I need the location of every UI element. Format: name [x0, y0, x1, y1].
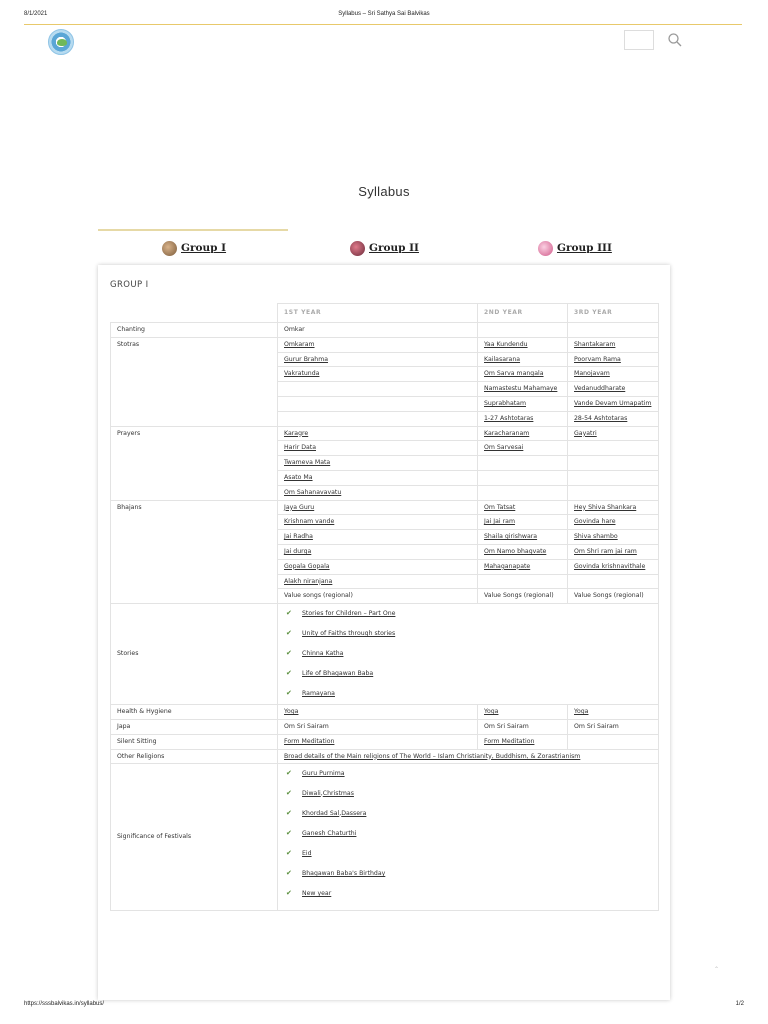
row-label: Significance of Festivals [111, 764, 278, 911]
cell-text: Om Sri Sairam [568, 719, 659, 734]
balvikas-logo-icon[interactable] [48, 29, 74, 55]
table-header-row [111, 304, 659, 323]
list-item[interactable]: ✔ Bhagawan Baba's Birthday [284, 864, 652, 884]
list-item[interactable]: ✔ Life of Bhagawan Baba [284, 664, 652, 684]
table-row [111, 734, 659, 749]
cell-text: Om Sri Sairam [478, 719, 568, 734]
row-label: Prayers [111, 426, 278, 500]
list-item[interactable]: ✔ Khordad Sal , Dassera [284, 804, 652, 824]
cell-link[interactable]: Gayatri [568, 426, 659, 441]
cell-link[interactable]: Poorvam Rama [568, 352, 659, 367]
cell-link[interactable]: Shaila girishwara [478, 530, 568, 545]
cell-empty [568, 734, 659, 749]
cell-link[interactable]: Vakratunda [278, 367, 478, 382]
print-date: 8/1/2021 [24, 11, 48, 17]
cell-link[interactable]: Karagre [278, 426, 478, 441]
cell-link[interactable]: Om Namo bhagvate [478, 544, 568, 559]
cell-link[interactable]: Manojavam [568, 367, 659, 382]
row-label: Other Religions [111, 749, 278, 764]
cell-text: Value Songs (regional) [568, 589, 659, 604]
cell-link[interactable]: Yaa Kundendu [478, 337, 568, 352]
cell-link[interactable]: Mahaganapate [478, 559, 568, 574]
cell-empty [568, 485, 659, 500]
check-icon: ✔ [286, 609, 292, 618]
tab-label: Group III [557, 242, 612, 254]
scroll-top-icon[interactable]: ⌃ [714, 966, 720, 973]
cell-link[interactable]: Govinda hare [568, 515, 659, 530]
cell-empty [478, 485, 568, 500]
cell-empty [278, 382, 478, 397]
cell-empty [568, 470, 659, 485]
list-item[interactable]: ✔ Unity of Faiths through stories [284, 624, 652, 644]
flower-icon [538, 241, 553, 256]
cell-link[interactable]: 28-54 Ashtotaras [568, 411, 659, 426]
header-cell: 3RD YEAR [568, 304, 659, 323]
group-tabs [98, 229, 670, 265]
tab-group-3[interactable] [538, 240, 612, 256]
table-row [111, 719, 659, 734]
check-icon: ✔ [286, 809, 292, 818]
tab-label: Group I [181, 242, 227, 254]
check-icon: ✔ [286, 889, 292, 898]
syllabus-card [98, 265, 670, 1000]
cell-text: Omkar [278, 323, 478, 338]
cell-link[interactable]: Shiva shambo [568, 530, 659, 545]
check-icon: ✔ [286, 769, 292, 778]
syllabus-table [110, 303, 659, 911]
stories-list [284, 604, 652, 704]
tab-group-2[interactable] [350, 240, 419, 256]
cell-link[interactable]: Krishnam vande [278, 515, 478, 530]
cell-empty [568, 323, 659, 338]
cell-empty [278, 411, 478, 426]
cell-link[interactable]: Om Sarva mangala [478, 367, 568, 382]
cell-link[interactable]: Yoga [278, 705, 478, 720]
stories-cell [278, 604, 659, 705]
print-footer [24, 1001, 744, 1011]
tab-label: Group II [369, 242, 419, 254]
cell-link[interactable]: Jai Jai ram [478, 515, 568, 530]
festivals-list [284, 764, 652, 904]
cell-link[interactable]: Govinda krishnavithale [568, 559, 659, 574]
cell-link[interactable]: Jaya Guru [278, 500, 478, 515]
cell-link[interactable]: Form Meditation [278, 734, 478, 749]
cell-link[interactable]: Om Sarvesai [478, 441, 568, 456]
table-row [111, 749, 659, 764]
cell-link[interactable]: Twameva Mata [278, 456, 478, 471]
cell-text: Value songs (regional) [278, 589, 478, 604]
check-icon: ✔ [286, 849, 292, 858]
cell-empty [478, 323, 568, 338]
row-label: Silent Sitting [111, 734, 278, 749]
list-item[interactable]: ✔ Ramayana [284, 684, 652, 704]
cell-link[interactable]: Form Meditation [478, 734, 568, 749]
cell-empty [278, 396, 478, 411]
list-item[interactable]: ✔ Stories for Children – Part One [284, 604, 652, 624]
header-cell [111, 304, 278, 323]
cell-link[interactable]: Vande Devam Umapatim [568, 396, 659, 411]
print-page-number: 1/2 [735, 1001, 744, 1007]
cell-link[interactable]: Yoga [478, 705, 568, 720]
cell-link[interactable]: Alakh niranjana [278, 574, 478, 589]
tab-group-1[interactable] [162, 240, 226, 256]
search-icon[interactable] [667, 32, 683, 48]
table-row [111, 426, 659, 441]
cell-empty [478, 470, 568, 485]
cell-empty [568, 456, 659, 471]
cell-link[interactable]: Gurur Brahma [278, 352, 478, 367]
row-label: Chanting [111, 323, 278, 338]
header-cell: 1ST YEAR [278, 304, 478, 323]
cell-link[interactable]: Hey Shiva Shankara [568, 500, 659, 515]
header-cell: 2ND YEAR [478, 304, 568, 323]
cell-link[interactable]: Suprabhatam [478, 396, 568, 411]
cell-link[interactable]: Yoga [568, 705, 659, 720]
cell-link[interactable]: Om Sahanavavatu [278, 485, 478, 500]
cell-empty [568, 574, 659, 589]
flower-icon [162, 241, 177, 256]
row-label: Bhajans [111, 500, 278, 604]
check-icon: ✔ [286, 689, 292, 698]
check-icon: ✔ [286, 829, 292, 838]
cell-link[interactable]: Omkaram [278, 337, 478, 352]
cell-link[interactable]: Karacharanam [478, 426, 568, 441]
table-row [111, 500, 659, 515]
site-header [24, 24, 742, 58]
header-search-box[interactable] [624, 30, 654, 50]
row-label: Stotras [111, 337, 278, 426]
row-label: Health & Hygiene [111, 705, 278, 720]
table-row [111, 323, 659, 338]
row-label: Japa [111, 719, 278, 734]
cell-link[interactable]: 1-27 Ashtotaras [478, 411, 568, 426]
cell-link[interactable]: Jai durga [278, 544, 478, 559]
cell-empty [478, 574, 568, 589]
check-icon: ✔ [286, 869, 292, 878]
flower-icon [350, 241, 365, 256]
table-row [111, 337, 659, 352]
list-item[interactable]: ✔ Eid [284, 844, 652, 864]
cell-link[interactable]: Broad details of the Main religions of The World – Islam Christianity, Buddhism, & Zorastrianism [278, 749, 659, 764]
print-url: https://sssbalvikas.in/syllabus/ [24, 1001, 105, 1007]
print-title: Syllabus – Sri Sathya Sai Balvikas [338, 11, 430, 17]
cell-link[interactable]: Gopala Gopala [278, 559, 478, 574]
cell-link[interactable]: Om Tatsat [478, 500, 568, 515]
check-icon: ✔ [286, 629, 292, 638]
cell-text: Value Songs (regional) [478, 589, 568, 604]
list-item[interactable]: ✔ Guru Purnima [284, 764, 652, 784]
cell-link[interactable]: Kailasarana [478, 352, 568, 367]
cell-link[interactable]: Om Shri ram jai ram [568, 544, 659, 559]
cell-empty [478, 456, 568, 471]
card-title: GROUP I [110, 280, 149, 290]
list-item[interactable]: ✔ Diwali , Christmas [284, 784, 652, 804]
active-tab-indicator [98, 229, 288, 231]
cell-link[interactable]: Vedanuddharate [568, 382, 659, 397]
table-row [111, 764, 659, 911]
cell-link[interactable]: Asato Ma [278, 470, 478, 485]
list-item[interactable]: ✔ Ganesh Chaturthi [284, 824, 652, 844]
row-label: Stories [111, 604, 278, 705]
cell-empty [568, 441, 659, 456]
print-header [24, 11, 744, 21]
cell-text: Om Sri Sairam [278, 719, 478, 734]
check-icon: ✔ [286, 649, 292, 658]
page-title: Syllabus [358, 184, 410, 199]
cell-link[interactable]: Shantakaram [568, 337, 659, 352]
table-row [111, 705, 659, 720]
table-row [111, 604, 659, 705]
cell-link[interactable]: Namastestu Mahamaye [478, 382, 568, 397]
list-item[interactable]: ✔ Chinna Katha [284, 644, 652, 664]
list-item[interactable]: ✔ New year [284, 884, 652, 904]
check-icon: ✔ [286, 789, 292, 798]
cell-link[interactable]: Harir Data [278, 441, 478, 456]
check-icon: ✔ [286, 669, 292, 678]
cell-link[interactable]: Jai Radha [278, 530, 478, 545]
festivals-cell [278, 764, 659, 911]
